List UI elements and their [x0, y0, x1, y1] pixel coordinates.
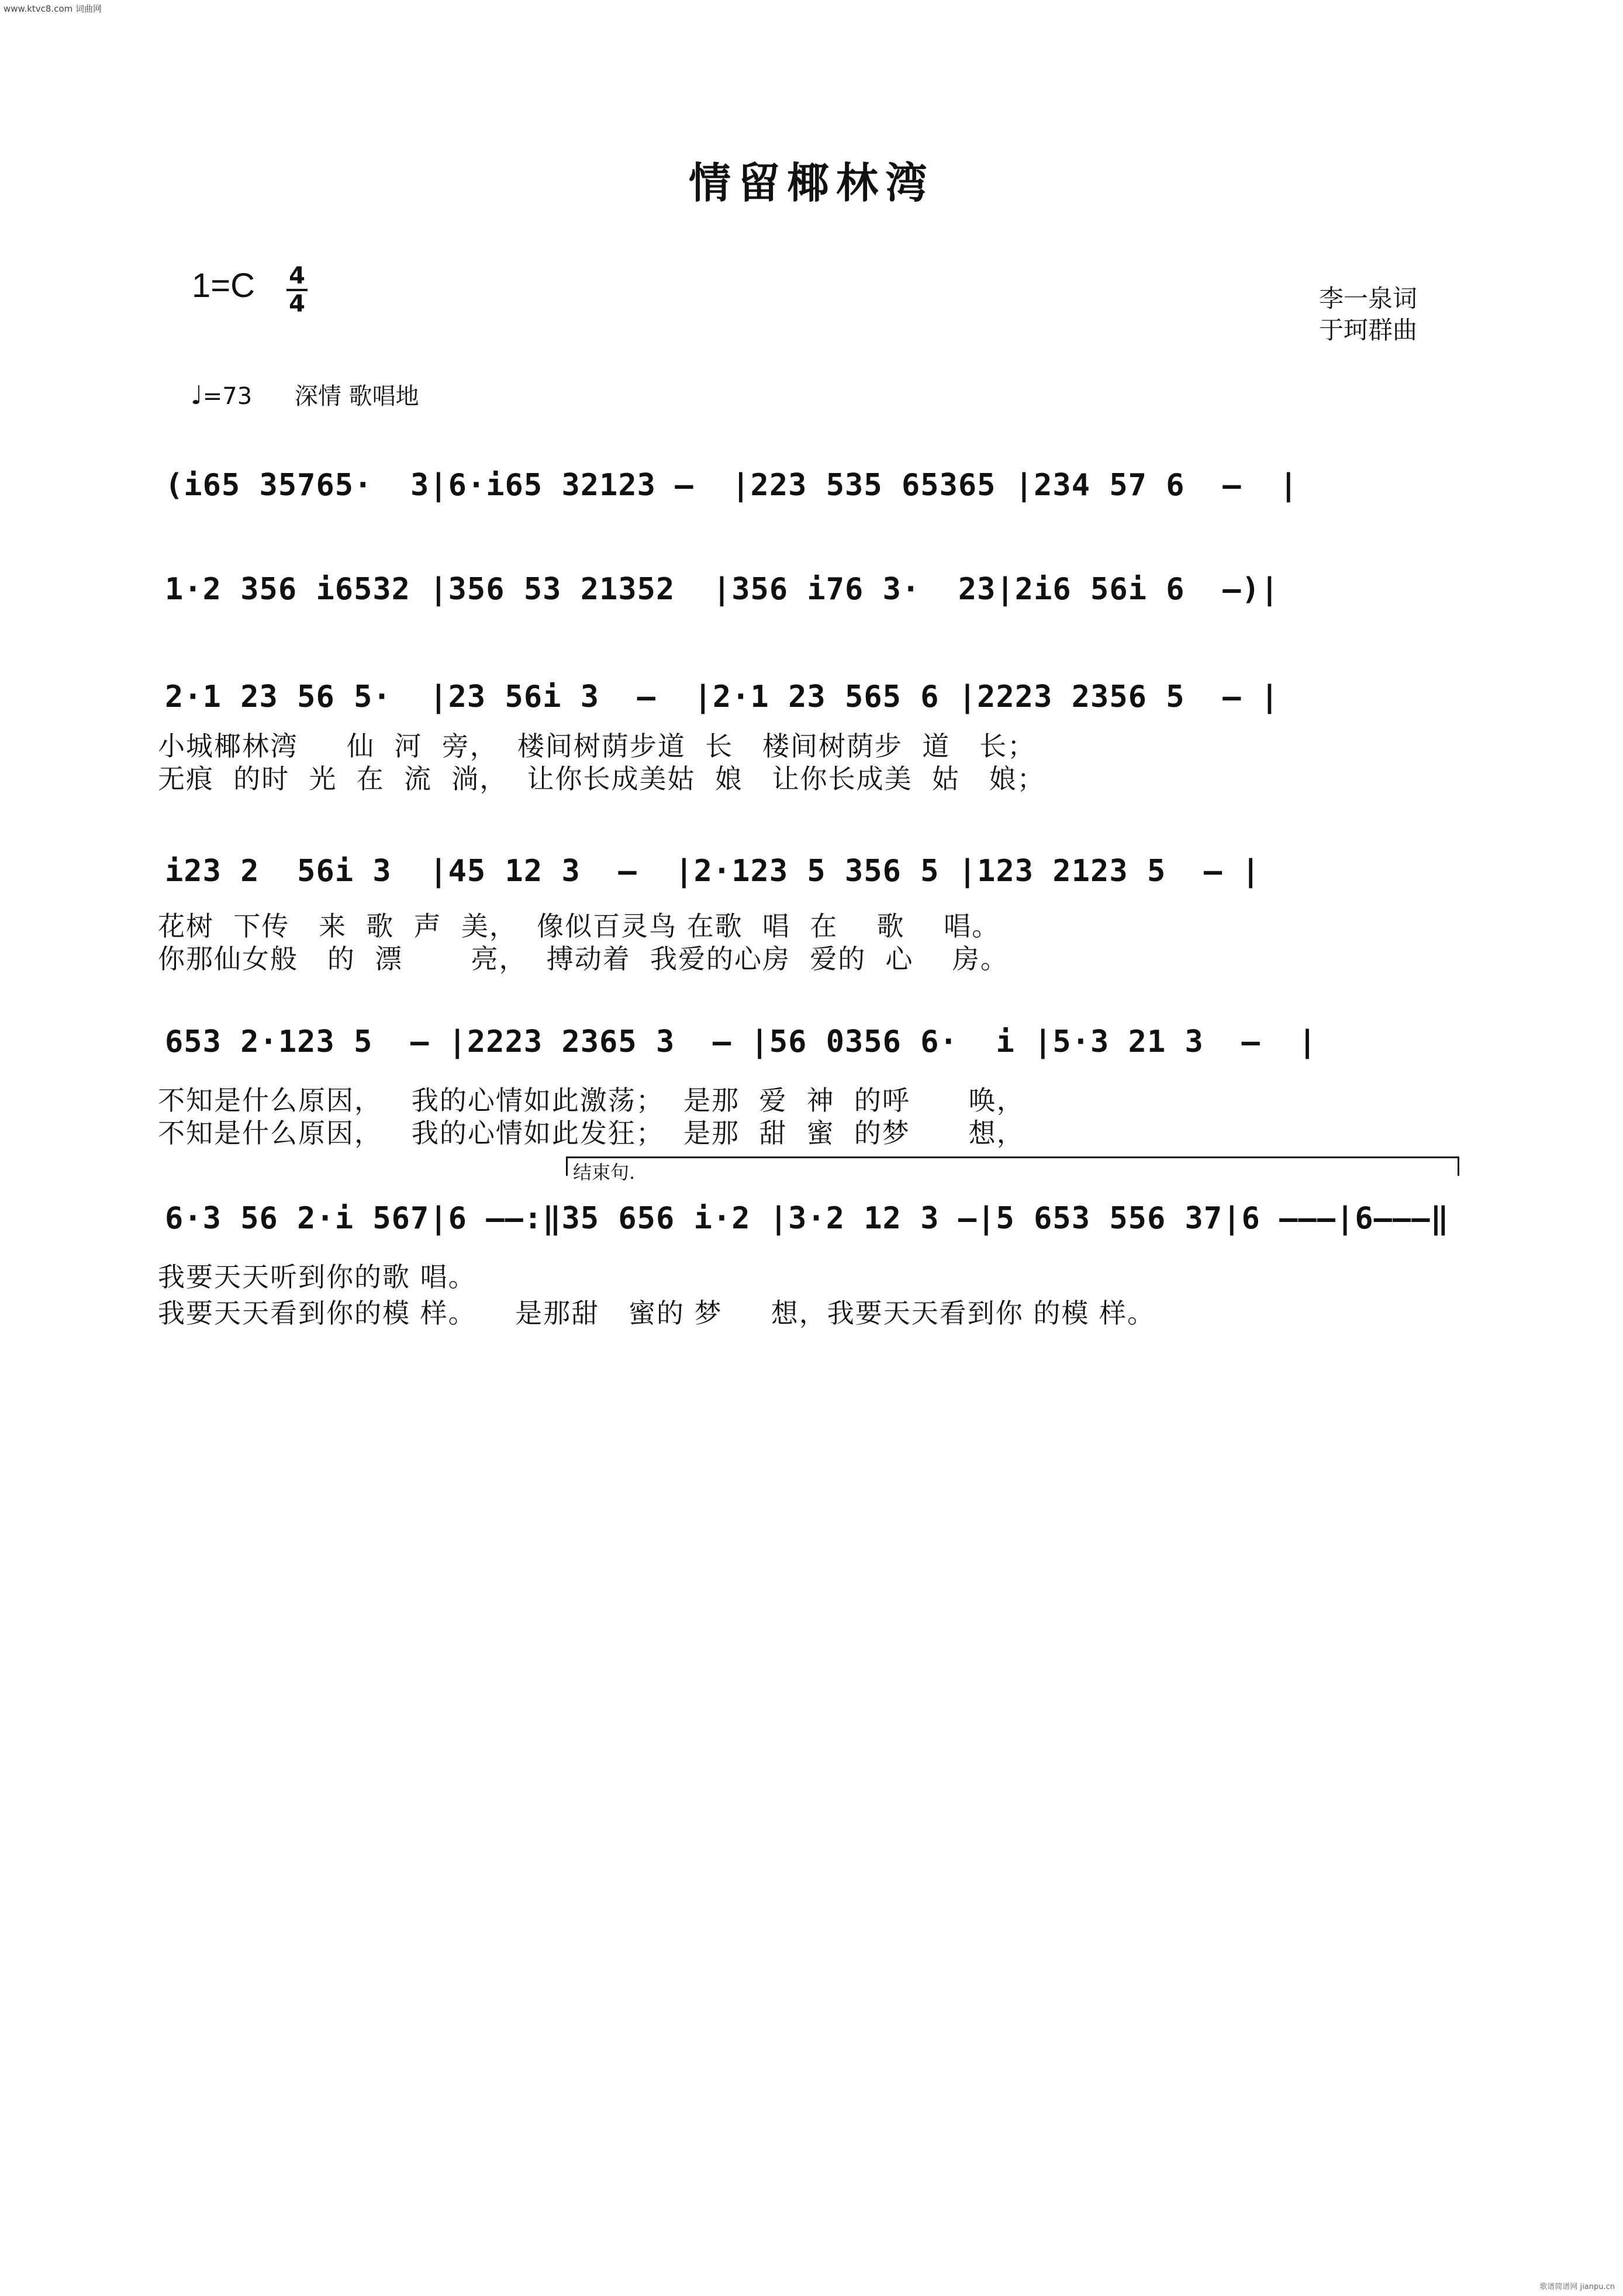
lyric-row-3-verse-2: 无痕 的时 光 在 流 淌， 让你长成美姑 娘 让你长成美 姑 娘； — [158, 763, 1045, 795]
meter-top: 4 — [289, 263, 305, 289]
lyric-row-6-verse-2: 我要天天看到你的模 样。 是那甜 蜜的 梦 想，我要天天看到你 的模 样。 — [158, 1297, 1155, 1329]
tempo-bpm: =73 — [202, 383, 253, 410]
notation-row-6: 6·3 56 2·i 567|6 ––:‖35 656 i·2 |3·2 12 3 –|5 653 556 37|6 –––|6–––‖ — [165, 1201, 1449, 1236]
quarter-note-icon: ♩ — [191, 381, 203, 410]
notation-row-2: 1·2 356 i6532 |356 53 21352 |356 i76 3· 23|2i6 56i 6 –)| — [165, 572, 1280, 607]
key-signature: 1=C — [192, 267, 255, 305]
lyric-row-6-verse-1: 我要天天听到你的歌 唱。 — [158, 1261, 476, 1293]
watermark-top-left: www.ktvc8.com 词曲网 — [4, 4, 102, 14]
lyric-row-4-verse-1: 花树 下传 来 歌 声 美， 像似百灵鸟 在歌 唱 在 歌 唱。 — [158, 910, 1000, 942]
meter-bottom: 4 — [289, 291, 305, 317]
lyric-row-3-verse-1: 小城椰林湾 仙 河 旁， 楼间树荫步道 长 楼间树荫步 道 长； — [158, 730, 1036, 762]
notation-row-3: 2·1 23 56 5· |23 56i 3 – |2·1 23 565 6 |2223 2356 5 – | — [165, 679, 1280, 714]
song-title: 情留椰林湾 — [688, 158, 934, 208]
watermark-bottom-right: 歌谱简谱网 jianpu.cn — [1539, 2283, 1615, 2291]
lyric-row-5-verse-1: 不知是什么原因， 我的心情如此激荡； 是那 爱 神 的呼 唤， — [158, 1085, 1025, 1116]
notation-row-5: 653 2·123 5 – |2223 2365 3 – |56 0356 6· i |5·3 21 3 – | — [165, 1024, 1317, 1059]
composer-credit: 于珂群曲 — [1318, 316, 1417, 344]
notation-row-4: i23 2 56i 3 |45 12 3 – |2·123 5 356 5 |123 2123 5 – | — [165, 854, 1261, 889]
expression-text: 深情 歌唱地 — [294, 383, 419, 410]
time-signature — [286, 264, 308, 316]
lyric-row-4-verse-2: 你那仙女般 的 漂 亮， 搏动着 我爱的心房 爱的 心 房。 — [158, 943, 1009, 975]
ending-bracket — [566, 1156, 1459, 1176]
lyricist-credit: 李一泉词 — [1318, 284, 1417, 313]
lyric-row-5-verse-2: 不知是什么原因， 我的心情如此发狂； 是那 甜 蜜 的梦 想， — [158, 1117, 1025, 1149]
tempo-marking — [191, 378, 419, 411]
notation-row-1: (i65 35765· 3|6·i65 32123 – |223 535 65365 |234 57 6 – | — [165, 468, 1299, 503]
ending-label: 结束句. — [573, 1161, 636, 1183]
